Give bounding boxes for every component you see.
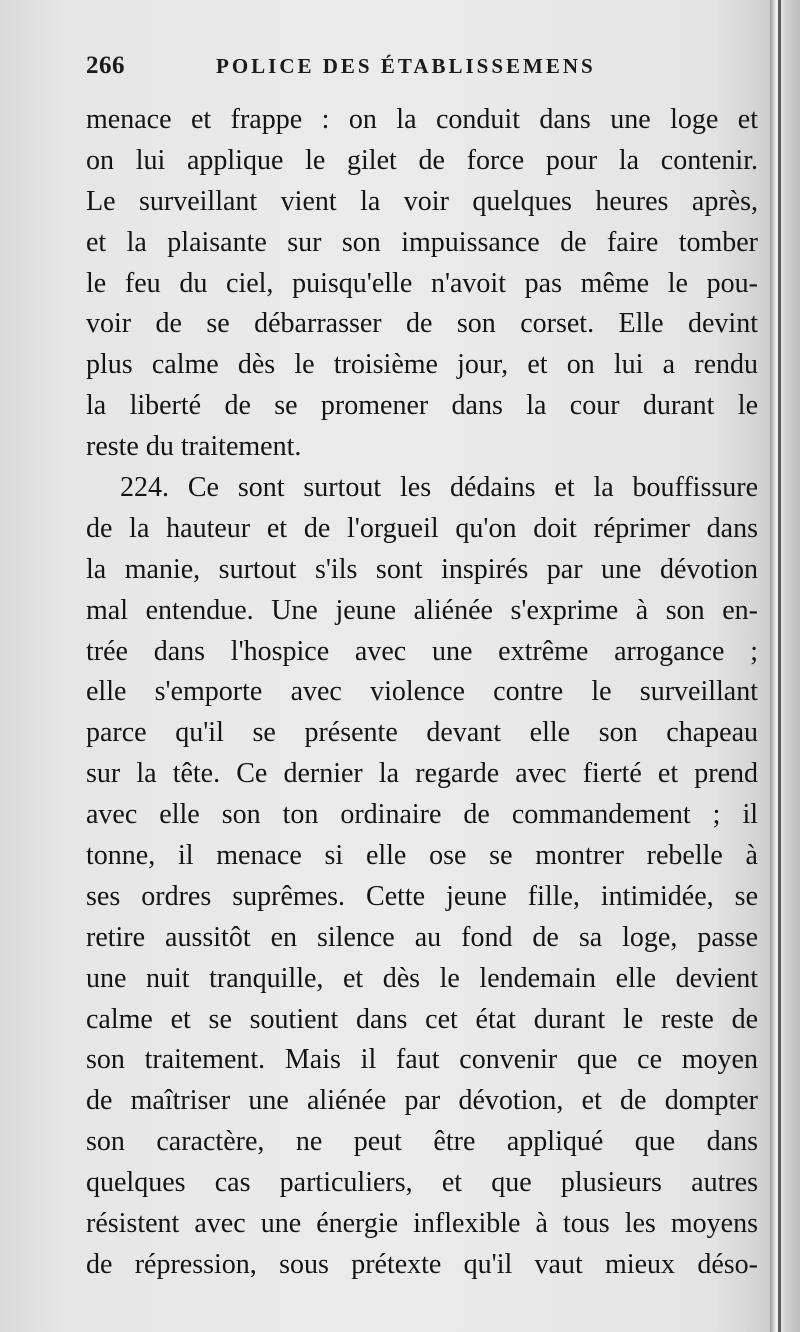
text-line: elle s'emporte avec violence contre le surveillant xyxy=(86,676,758,708)
text-line: quelques cas particuliers, et que plusieurs autres xyxy=(86,1167,758,1199)
text-line: on lui applique le gilet de force pour la contenir. xyxy=(86,144,758,176)
text-line: Le surveillant vient la voir quelques heures après, xyxy=(86,185,758,217)
text-line: de répression, sous prétexte qu'il vaut mieux déso- xyxy=(86,1248,758,1280)
text-line: tonne, il menace si elle ose se montrer rebelle à xyxy=(86,840,758,872)
page-header xyxy=(86,52,630,92)
page-edge-line xyxy=(778,0,781,1332)
text-line: trée dans l'hospice avec une extrême arrogance ; xyxy=(86,635,758,667)
text-line: et la plaisante sur son impuissance de faire tomber xyxy=(86,226,758,258)
text-line: de maîtriser une aliénée par dévotion, et de dompter xyxy=(86,1085,758,1117)
text-line: plus calme dès le troisième jour, et on lui a rendu xyxy=(86,349,758,381)
text-line: une nuit tranquille, et dès le lendemain elle devient xyxy=(86,962,758,994)
text-line: avec elle son ton ordinaire de commandement ; il xyxy=(86,799,758,831)
text-line: sur la tête. Ce dernier la regarde avec fierté et prend xyxy=(86,758,758,790)
body-text xyxy=(86,100,758,1286)
page-number: 266 xyxy=(86,52,125,79)
text-line: de la hauteur et de l'orgueil qu'on doit réprimer dans xyxy=(86,512,758,544)
text-line: la liberté de se promener dans la cour durant le xyxy=(86,390,758,422)
text-line: parce qu'il se présente devant elle son chapeau xyxy=(86,717,758,749)
page-edge xyxy=(770,0,800,1332)
text-line: la manie, surtout s'ils sont inspirés par une dévotion xyxy=(86,553,758,585)
text-line: mal entendue. Une jeune aliénée s'exprime à son en- xyxy=(86,594,758,626)
text-line: ses ordres suprêmes. Cette jeune fille, intimidée, se xyxy=(86,880,758,912)
text-line: menace et frappe : on la conduit dans une loge et xyxy=(86,104,758,135)
running-title: POLICE DES ÉTABLISSEMENS xyxy=(216,54,596,78)
text-line: voir de se débarrasser de son corset. Elle devint xyxy=(86,308,758,340)
text-line: résistent avec une énergie inflexible à tous les moyens xyxy=(86,1208,758,1240)
paragraph-start-line: 224. Ce sont surtout les dédains et la bouffissure xyxy=(120,472,758,504)
text-line: calme et se soutient dans cet état durant le reste de xyxy=(86,1003,758,1035)
text-line: le feu du ciel, puisqu'elle n'avoit pas même le pou- xyxy=(86,267,758,299)
paragraph-end-line: reste du traitement. xyxy=(86,431,302,463)
text-line: son traitement. Mais il faut convenir que ce moyen xyxy=(86,1044,758,1076)
text-line: son caractère, ne peut être appliqué que dans xyxy=(86,1126,758,1158)
text-line: retire aussitôt en silence au fond de sa loge, passe xyxy=(86,921,758,953)
